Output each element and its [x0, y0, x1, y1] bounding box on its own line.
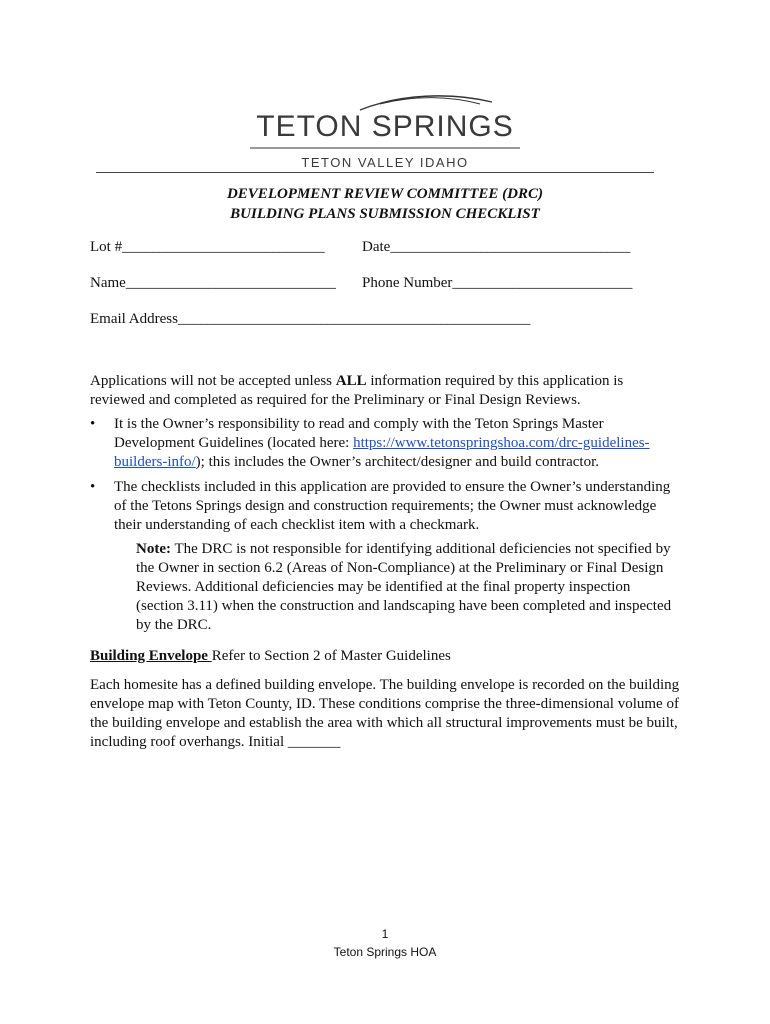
note-label: Note: [136, 541, 171, 557]
bullet-icon: • [90, 416, 96, 432]
intro-text-1: Applications will not be accepted unless [90, 373, 336, 389]
building-envelope-heading: Building Envelope [90, 648, 212, 664]
guidelines-link[interactable]: https://www.tetonspringshoa.com/drc-guidelines-builders-info/ [114, 435, 650, 470]
bullet-2-text: The checklists included in this application are provided to ensure the Owner’s understanding of the Tetons Springs design and construction requirements; the Owner must acknowledge their understanding of each checklist item with a checkmark. [114, 479, 671, 533]
note-text: The DRC is not responsible for identifying additional deficiencies not specified by the Owner in section 6.2 (Areas of Non-Compliance) at the Preliminary or Final Design Reviews. Additional deficiencies may be identified at the final property inspection (section 3.11) when the construction and landscaping have been completed and inspected by the DRC. [136, 541, 672, 633]
intro-text-2: information required by this application is reviewed and completed as required for the Preliminary or Final Design Reviews. [90, 373, 624, 408]
phone-field[interactable]: Phone Number________________________ [362, 275, 633, 291]
list-item [90, 478, 680, 535]
section-heading-suffix: Refer to Section 2 of Master Guidelines [211, 648, 451, 664]
note-paragraph [136, 540, 680, 635]
intro-bold: ALL [335, 373, 367, 389]
requirements-list-2 [90, 478, 680, 535]
title-line-2: BUILDING PLANS SUBMISSION CHECKLIST [230, 206, 540, 222]
requirements-list [90, 415, 680, 472]
email-field[interactable]: Email Address_______________________________________________ [90, 311, 531, 327]
bullet-1-text: It is the Owner’s responsibility to read and comply with the Teton Springs Master Development Guidelines (located here: [114, 416, 604, 451]
header-rule [96, 172, 654, 173]
title-line-1: DEVELOPMENT REVIEW COMMITTEE (DRC) [226, 186, 544, 202]
building-envelope-paragraph: Each homesite has a defined building envelope. The building envelope is recorded on the building envelope map with Teton County, ID. These conditions comprise the three-dimensional volume of the building envelope and establish the area with which all structural improvements must be built, including roof overhangs. Initial _______ [90, 677, 680, 750]
logo-wordmark: TETON SPRINGS [256, 110, 514, 143]
bullet-1-text-end: ); this includes the Owner’s architect/designer and build contractor. [195, 454, 600, 470]
logo-tagline: TETON VALLEY IDAHO [301, 155, 469, 170]
intro-paragraph [90, 372, 680, 410]
name-field[interactable]: Name____________________________ [90, 275, 336, 291]
document-title [96, 184, 674, 224]
page-number: 1 [381, 927, 389, 941]
footer-org: Teton Springs HOA [333, 945, 437, 959]
list-item [90, 415, 680, 472]
teton-springs-logo [230, 92, 540, 172]
logo-graphic [230, 92, 540, 172]
bullet-icon: • [90, 479, 96, 495]
date-field[interactable]: Date________________________________ [362, 239, 631, 255]
lot-field[interactable]: Lot #___________________________ [90, 239, 325, 255]
section-heading [90, 647, 680, 666]
